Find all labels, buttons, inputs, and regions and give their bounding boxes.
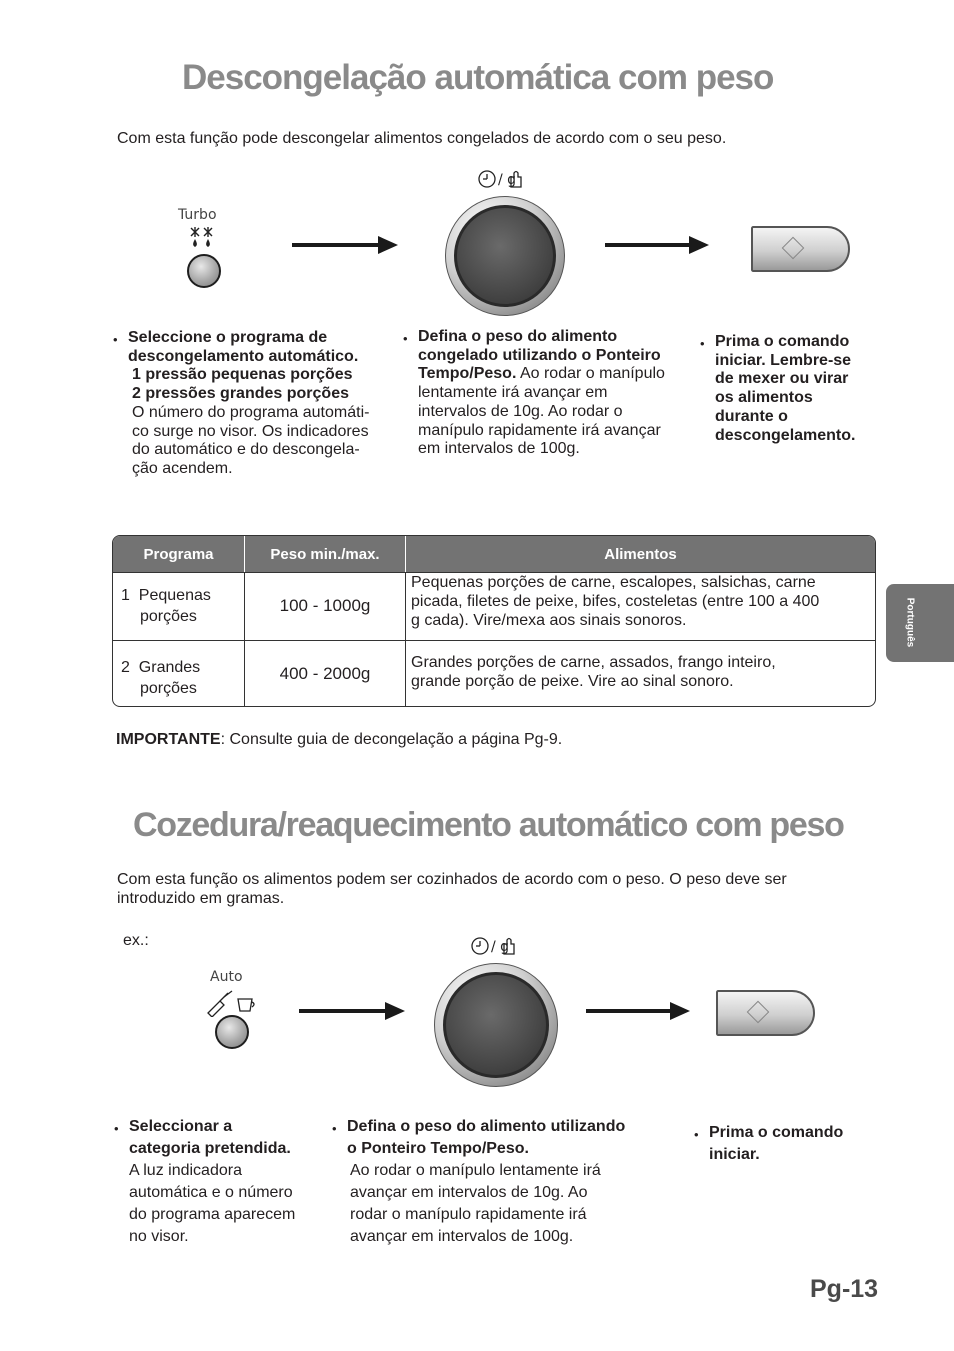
start-button[interactable] (751, 226, 850, 272)
arrow-icon (586, 1009, 672, 1013)
dial-knob[interactable] (454, 205, 556, 307)
header-peso: Peso min./max. (245, 536, 406, 572)
header-programa: Programa (113, 536, 245, 572)
time-weight-label: / g (498, 172, 517, 188)
header-alimentos: Alimentos (406, 536, 875, 572)
section1-title: Descongelação automática com peso (182, 58, 774, 97)
language-tab: Português (886, 584, 954, 662)
weight-icon (502, 936, 516, 956)
arrow-icon (605, 243, 691, 247)
time-weight-dial[interactable] (434, 963, 558, 1087)
clock-icon (478, 169, 498, 189)
table-row: 2 Grandes porções 400 - 2000g Grandes porções de carne, assados, frango inteiro, grande porção de peixe. Vire ao sinal sonoro. (113, 640, 875, 706)
clock-icon (471, 936, 491, 956)
start-button[interactable] (716, 990, 815, 1036)
time-weight-label: / g (491, 939, 510, 955)
section2-title: Cozedura/reaquecimento automático com peso (133, 806, 844, 844)
auto-label: Auto (210, 969, 243, 985)
section1-intro: Com esta função pode descongelar alimentos congelados de acordo com o seu peso. (117, 130, 727, 147)
time-weight-dial[interactable] (445, 196, 565, 316)
arrow-icon (299, 1009, 387, 1013)
arrow-icon (292, 243, 380, 247)
program-table (112, 535, 876, 707)
dial-knob[interactable] (443, 972, 549, 1078)
turbo-defrost-button[interactable] (187, 254, 221, 288)
weight-cell: 100 - 1000g (245, 572, 406, 640)
auto-cook-button[interactable] (215, 1015, 249, 1049)
auto-cook-icon (206, 987, 256, 1017)
start-icon (746, 1001, 769, 1024)
weight-cell: 400 - 2000g (245, 640, 406, 706)
defrost-icon (188, 226, 218, 250)
example-label: ex.: (123, 932, 149, 949)
important-note: IMPORTANTE: Consulte guia de decongelação a página Pg-9. (116, 731, 563, 748)
section2-intro: Com esta função os alimentos podem ser cozinhados de acordo com o peso. O peso deve ser introduzido em gramas. (117, 871, 787, 907)
page-number: Pg-13 (810, 1275, 879, 1303)
turbo-label: Turbo (178, 207, 217, 223)
start-icon (781, 237, 804, 260)
table-row: 1 Pequenas porções 100 - 1000g Pequenas porções de carne, escalopes, salsichas, carne picada, filetes de peixe, bifes, costeletas (entre 100 a 400 g cada). Vire/mexa aos sinais sonoros. (113, 572, 875, 640)
weight-icon (509, 169, 523, 189)
